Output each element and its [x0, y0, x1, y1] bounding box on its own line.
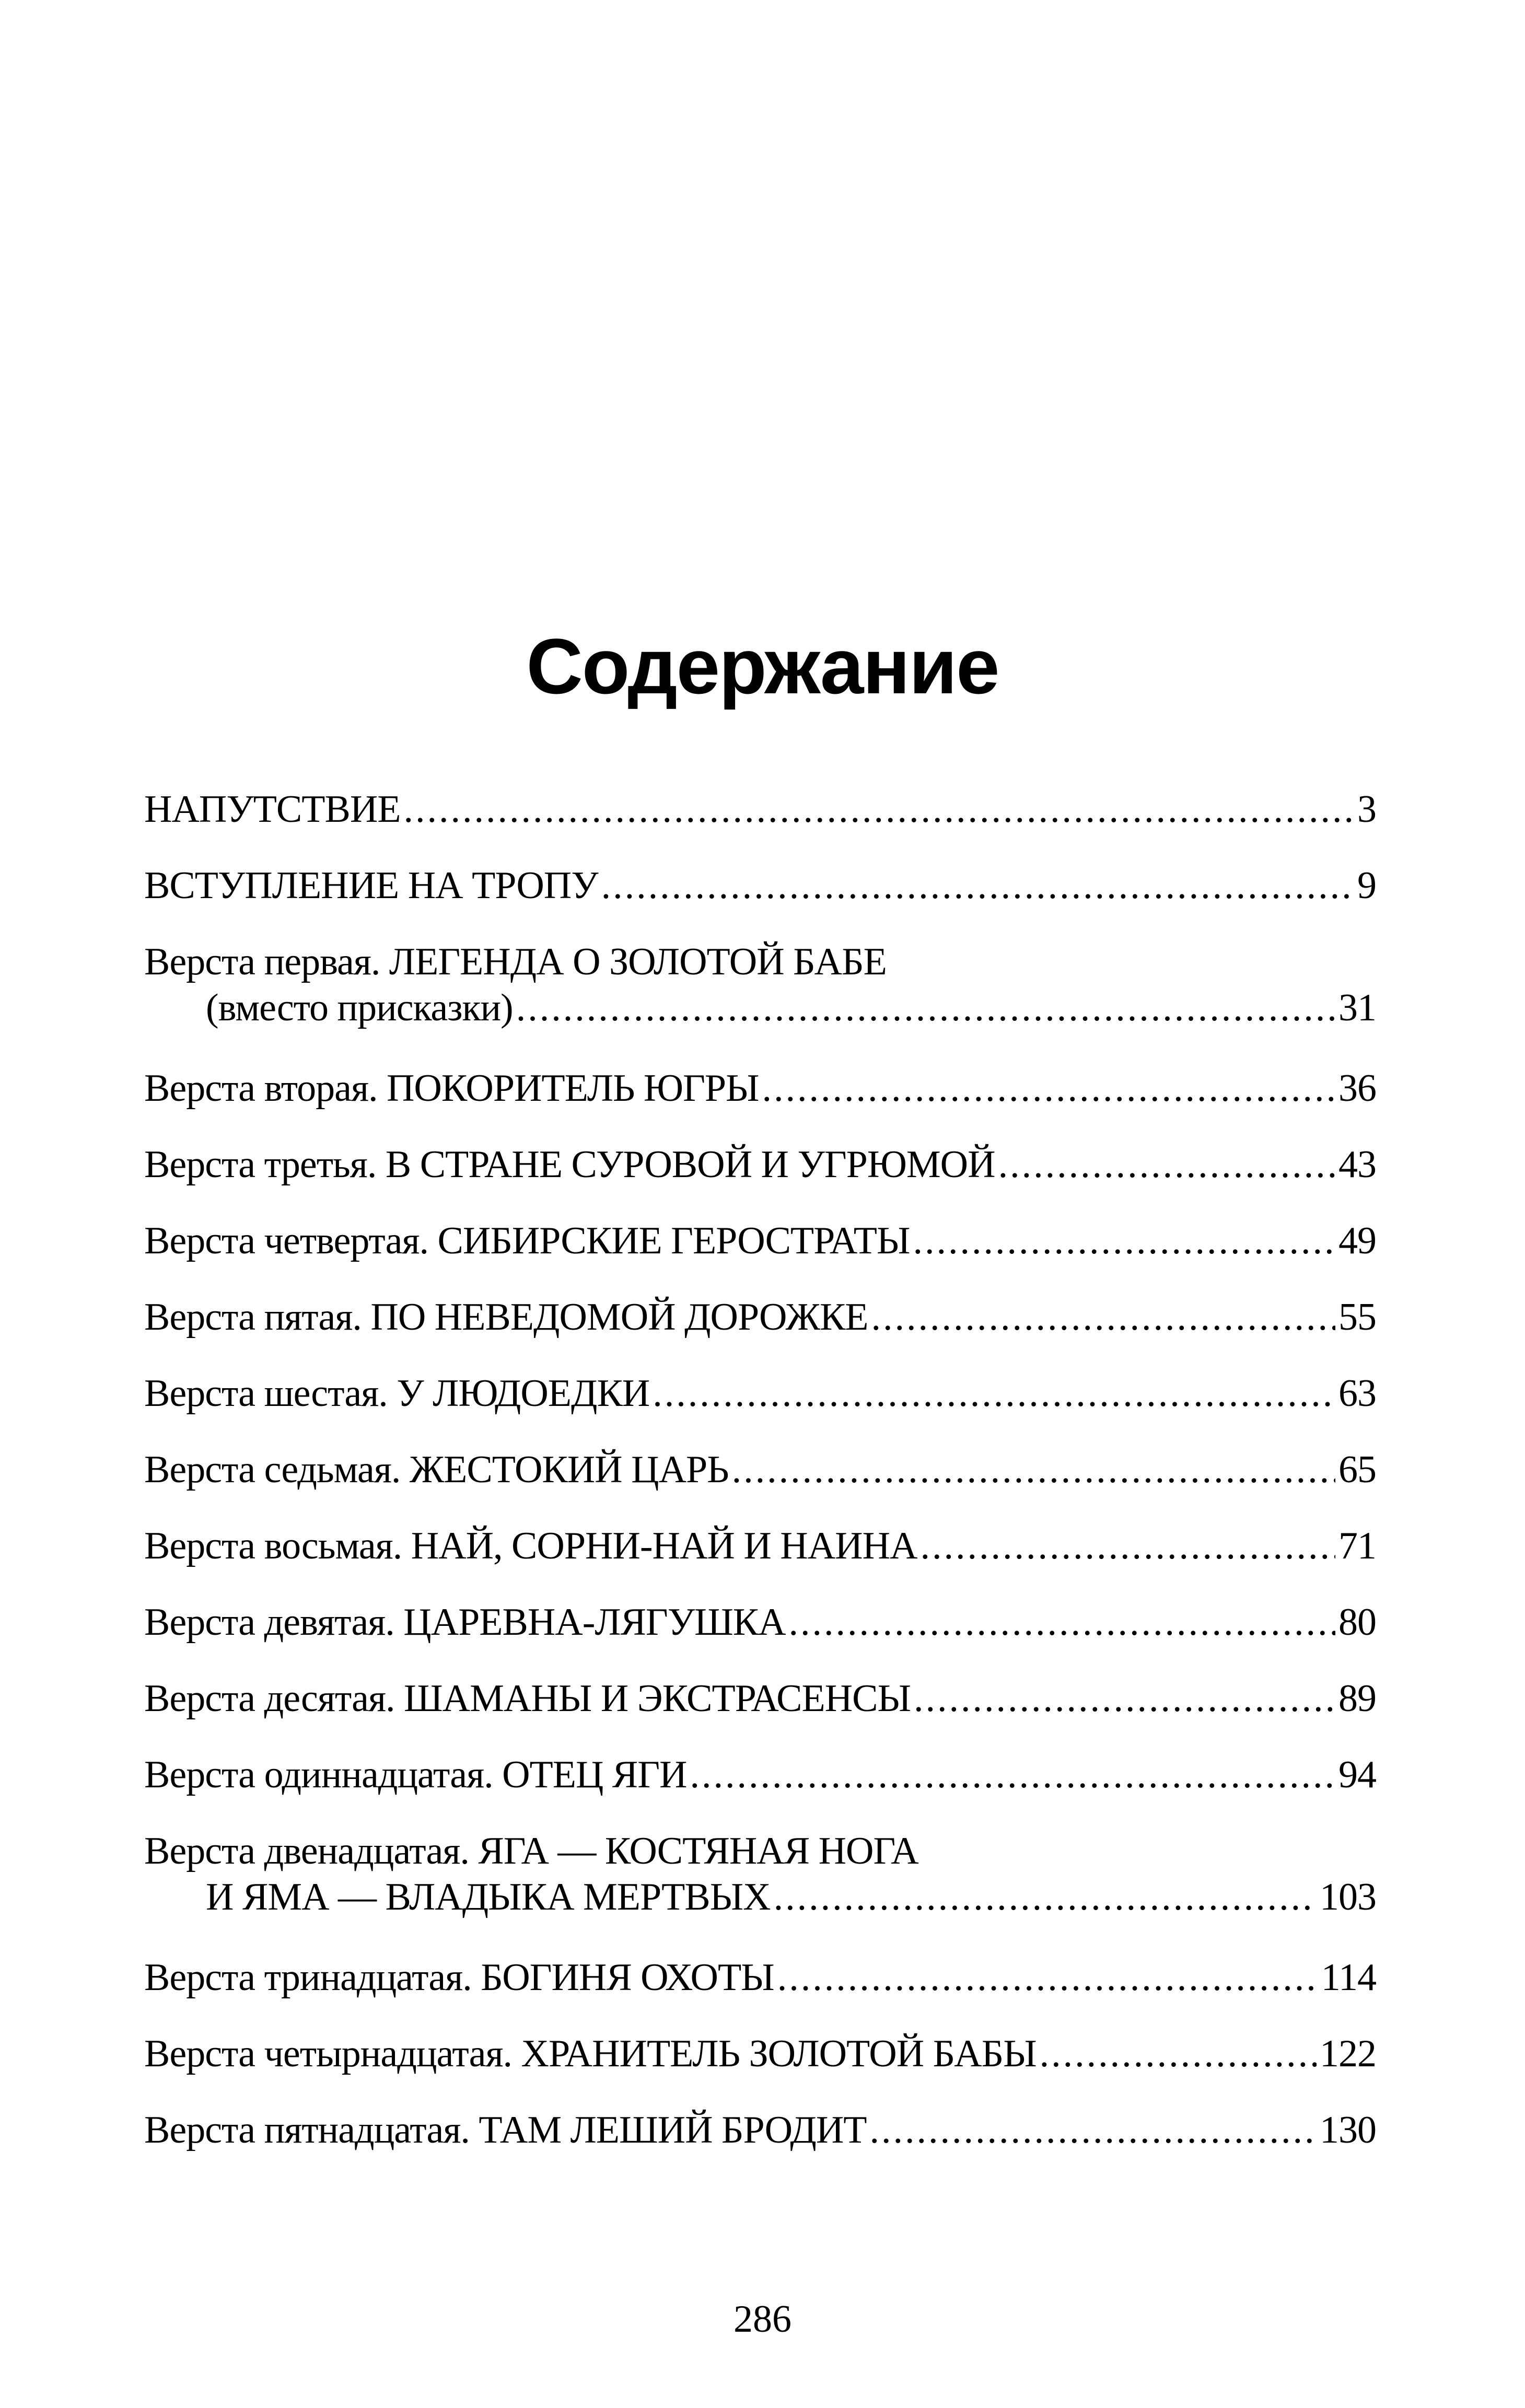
toc-entry-line: [144, 1370, 1376, 1416]
toc-page-number: 80: [1338, 1601, 1376, 1644]
dot-leader: [869, 2107, 1317, 2153]
toc-entry: [144, 939, 1376, 1065]
toc-entry-title: Верста пятая. ПО НЕВЕДОМОЙ ДОРОЖКЕ: [144, 1296, 868, 1339]
page-title: Содержание: [526, 622, 999, 710]
toc-entry-line: [144, 1294, 1376, 1340]
toc-entry-line: [144, 1142, 1376, 1188]
toc-entry: [144, 1294, 1376, 1370]
toc-page-number: 130: [1320, 2109, 1376, 2151]
dot-leader: [762, 1065, 1335, 1111]
toc-entry-line: [144, 1874, 1376, 1920]
toc-entry-title: (вместо присказки): [206, 986, 513, 1029]
toc-entry-line: [144, 786, 1376, 832]
toc-entry-line: [144, 1447, 1376, 1493]
dot-leader: [913, 1218, 1336, 1264]
toc-page-number: 3: [1357, 788, 1376, 831]
toc-entry-title: Верста седьмая. ЖЕСТОКИЙ ЦАРЬ: [144, 1448, 729, 1491]
toc-entry-title: И ЯМА — ВЛАДЫКА МЕРТВЫХ: [206, 1876, 771, 1918]
toc-entry-line: [144, 1218, 1376, 1264]
toc-page-number: 31: [1338, 986, 1376, 1029]
toc-entry: [144, 1523, 1376, 1599]
toc-entry-title: Верста восьмая. НАЙ, СОРНИ-НАЙ И НАИНА: [144, 1525, 917, 1567]
toc-page-number: 55: [1338, 1296, 1376, 1339]
toc-entry: [144, 1955, 1376, 2031]
toc-page-number: 63: [1338, 1372, 1376, 1415]
toc-page-number: 122: [1320, 2032, 1376, 2075]
toc-entry: [144, 786, 1376, 863]
toc-entry-title: Верста одиннадцатая. ОТЕЦ ЯГИ: [144, 1753, 687, 1796]
toc-page-number: 65: [1338, 1448, 1376, 1491]
toc-entry-line: [144, 1599, 1376, 1645]
toc-page-number: 103: [1320, 1876, 1376, 1918]
dot-leader: [777, 1955, 1318, 2000]
toc-page-number: 71: [1338, 1525, 1376, 1567]
dot-leader: [998, 1142, 1335, 1188]
toc-entry: [144, 1828, 1376, 1955]
toc-entry-title: Верста пятнадцатая. ТАМ ЛЕШИЙ БРОДИТ: [144, 2109, 867, 2151]
toc-entry: [144, 1752, 1376, 1828]
toc-page-number: 94: [1338, 1753, 1376, 1796]
toc-entry-title: Верста девятая. ЦАРЕВНА-ЛЯГУШКА: [144, 1601, 786, 1644]
toc-entry: [144, 1065, 1376, 1142]
toc-entry: [144, 2107, 1376, 2183]
toc-entry-title: ВСТУПЛЕНИЕ НА ТРОПУ: [144, 864, 598, 907]
toc-entry: [144, 863, 1376, 939]
toc-entry-line: [144, 2031, 1376, 2077]
toc-entry-title: Верста четвертая. СИБИРСКИЕ ГЕРОСТРАТЫ: [144, 1219, 910, 1262]
toc-page-number: 49: [1338, 1219, 1376, 1262]
toc-entry-title: Верста вторая. ПОКОРИТЕЛЬ ЮГРЫ: [144, 1067, 759, 1110]
toc-entry-title: Верста третья. В СТРАНЕ СУРОВОЙ И УГРЮМОЙ: [144, 1143, 995, 1186]
toc-entry-line: [144, 1752, 1376, 1798]
toc-entry-line: [144, 939, 1376, 985]
toc-entry-title: Верста первая. ЛЕГЕНДА О ЗОЛОТОЙ БАБЕ: [144, 940, 887, 983]
dot-leader: [920, 1523, 1335, 1569]
dot-leader: [914, 1676, 1335, 1721]
toc-entry: [144, 1599, 1376, 1676]
toc-entry: [144, 1142, 1376, 1218]
toc-entry-line: [144, 985, 1376, 1031]
dot-leader: [774, 1874, 1317, 1920]
dot-leader: [690, 1752, 1335, 1798]
toc-entry-line: [144, 1828, 1376, 1874]
dot-leader: [653, 1370, 1335, 1416]
page-number: 286: [734, 2298, 791, 2341]
dot-leader: [871, 1294, 1335, 1340]
toc-entry: [144, 1676, 1376, 1752]
toc-entry: [144, 1447, 1376, 1523]
dot-leader: [789, 1599, 1335, 1645]
toc-entry: [144, 1218, 1376, 1294]
dot-leader: [516, 985, 1335, 1031]
toc-entry-line: [144, 1955, 1376, 2000]
toc-entry-line: [144, 863, 1376, 909]
toc-page-number: 89: [1338, 1677, 1376, 1720]
toc-entry: [144, 2031, 1376, 2107]
toc-page-number: 9: [1357, 864, 1376, 907]
toc-entry-title: НАПУТСТВИЕ: [144, 788, 401, 831]
toc-entry: [144, 1370, 1376, 1447]
dot-leader: [732, 1447, 1335, 1493]
toc-page-number: 114: [1321, 1956, 1376, 1999]
toc-entry-title: Верста четырнадцатая. ХРАНИТЕЛЬ ЗОЛОТОЙ БАБЫ: [144, 2032, 1037, 2075]
table-of-contents: [144, 786, 1376, 2183]
toc-entry-title: Верста двенадцатая. ЯГА — КОСТЯНАЯ НОГА: [144, 1830, 918, 1872]
toc-entry-line: [144, 2107, 1376, 2153]
toc-entry-line: [144, 1523, 1376, 1569]
toc-entry-line: [144, 1676, 1376, 1721]
toc-entry-title: Верста тринадцатая. БОГИНЯ ОХОТЫ: [144, 1956, 774, 1999]
toc-page-number: 36: [1338, 1067, 1376, 1110]
dot-leader: [1040, 2031, 1317, 2077]
toc-entry-title: Верста десятая. ШАМАНЫ И ЭКСТРАСЕНСЫ: [144, 1677, 911, 1720]
dot-leader: [601, 863, 1354, 909]
dot-leader: [403, 786, 1354, 832]
toc-page-number: 43: [1338, 1143, 1376, 1186]
toc-entry-line: [144, 1065, 1376, 1111]
toc-entry-title: Верста шестая. У ЛЮДОЕДКИ: [144, 1372, 650, 1415]
